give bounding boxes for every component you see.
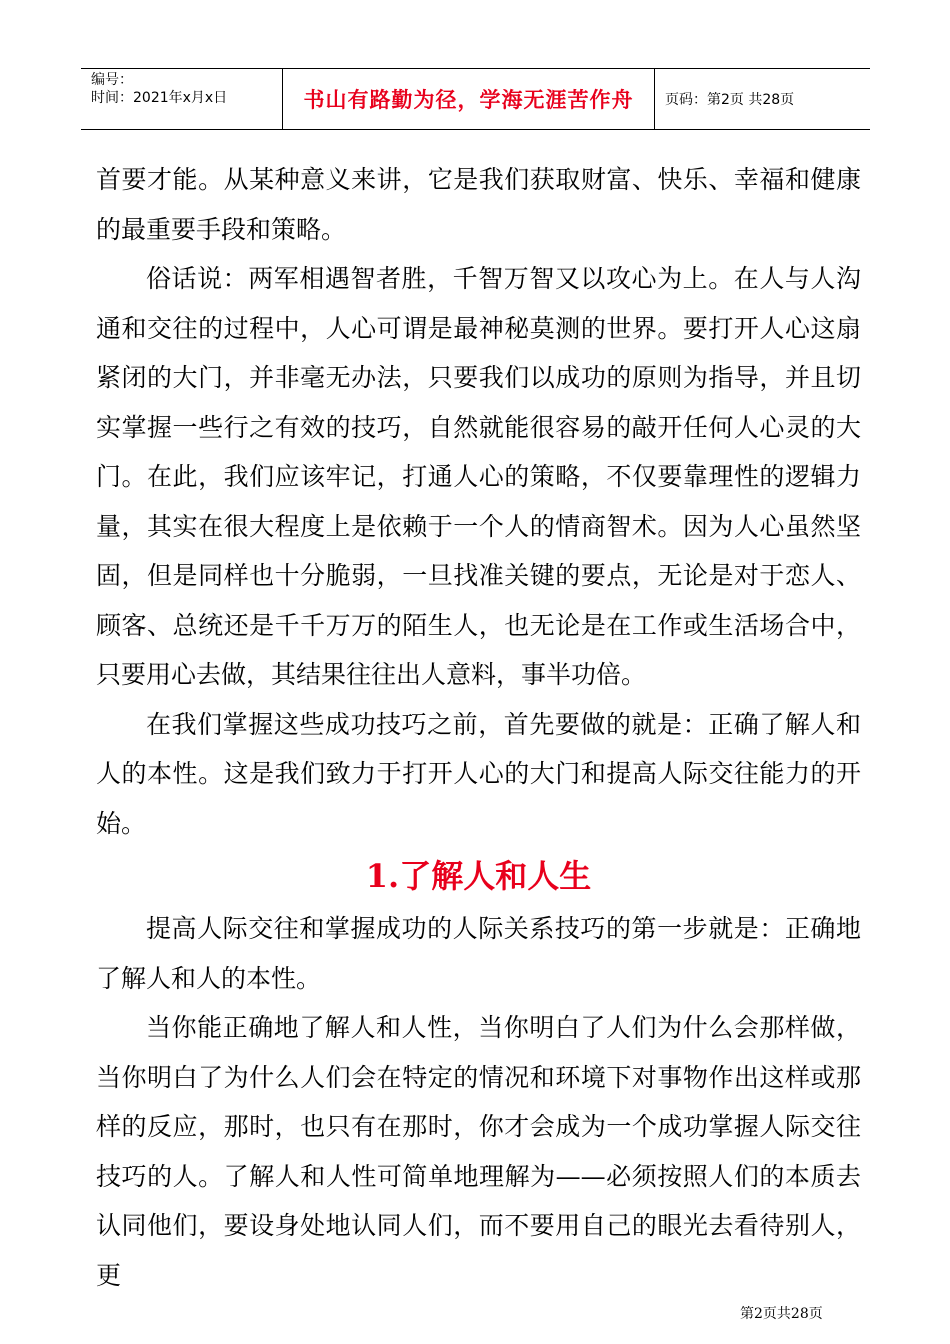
page-footer: 第2页共28页	[740, 1306, 823, 1322]
header-meta	[81, 69, 283, 129]
paragraph-2: 俗话说：两军相遇智者胜，千智万智又以攻心为上。在人与人沟通和交往的过程中，人心可谓是最神秘莫测的世界。要打开人心这扇紧闭的大门，并非毫无办法，只要我们以成功的原则为指导，并且切实掌握一些行之有效的技巧，自然就能很容易的敲开任何人心灵的大门。在此，我们应该牢记，打通人心的策略，不仅要靠理性的逻辑力量，其实在很大程度上是依赖于一个人的情商智术。因为人心虽然坚固，但是同样也十分脆弱，一旦找准关键的要点，无论是对于恋人、顾客、总统还是千千万万的陌生人，也无论是在工作或生活场合中，只要用心去做，其结果往往出人意料，事半功倍。	[96, 264, 861, 689]
time-label: 时间：2021年x月x日	[91, 90, 228, 106]
header-motto: 书山有路勤为径，学海无涯苦作舟	[283, 69, 655, 129]
number-label: 编号：	[91, 72, 133, 88]
document-body	[96, 155, 861, 1300]
paragraph-3: 在我们掌握这些成功技巧之前，首先要做的就是：正确了解人和人的本性。这是我们致力于打开人心的大门和提高人际交往能力的开始。	[96, 709, 861, 838]
page-header	[81, 68, 870, 130]
header-page-label: 页码：第2页 共28页	[665, 92, 795, 108]
paragraph-4: 提高人际交往和掌握成功的人际关系技巧的第一步就是：正确地了解人和人的本性。	[96, 914, 861, 993]
paragraph-5: 当你能正确地了解人和人性，当你明白了人们为什么会那样做，当你明白了为什么人们会在特定的情况和环境下对事物作出这样或那样的反应，那时，也只有在那时，你才会成为一个成功掌握人际交往技巧的人。了解人和人性可简单地理解为——必须按照人们的本质去认同他们，要设身处地认同人们，而不要用自己的眼光去看待别人，更	[96, 1013, 861, 1290]
paragraph-1: 首要才能。从某种意义来讲，它是我们获取财富、快乐、幸福和健康的最重要手段和策略。	[96, 165, 861, 244]
section-heading: 1.了解人和人生	[365, 857, 592, 895]
